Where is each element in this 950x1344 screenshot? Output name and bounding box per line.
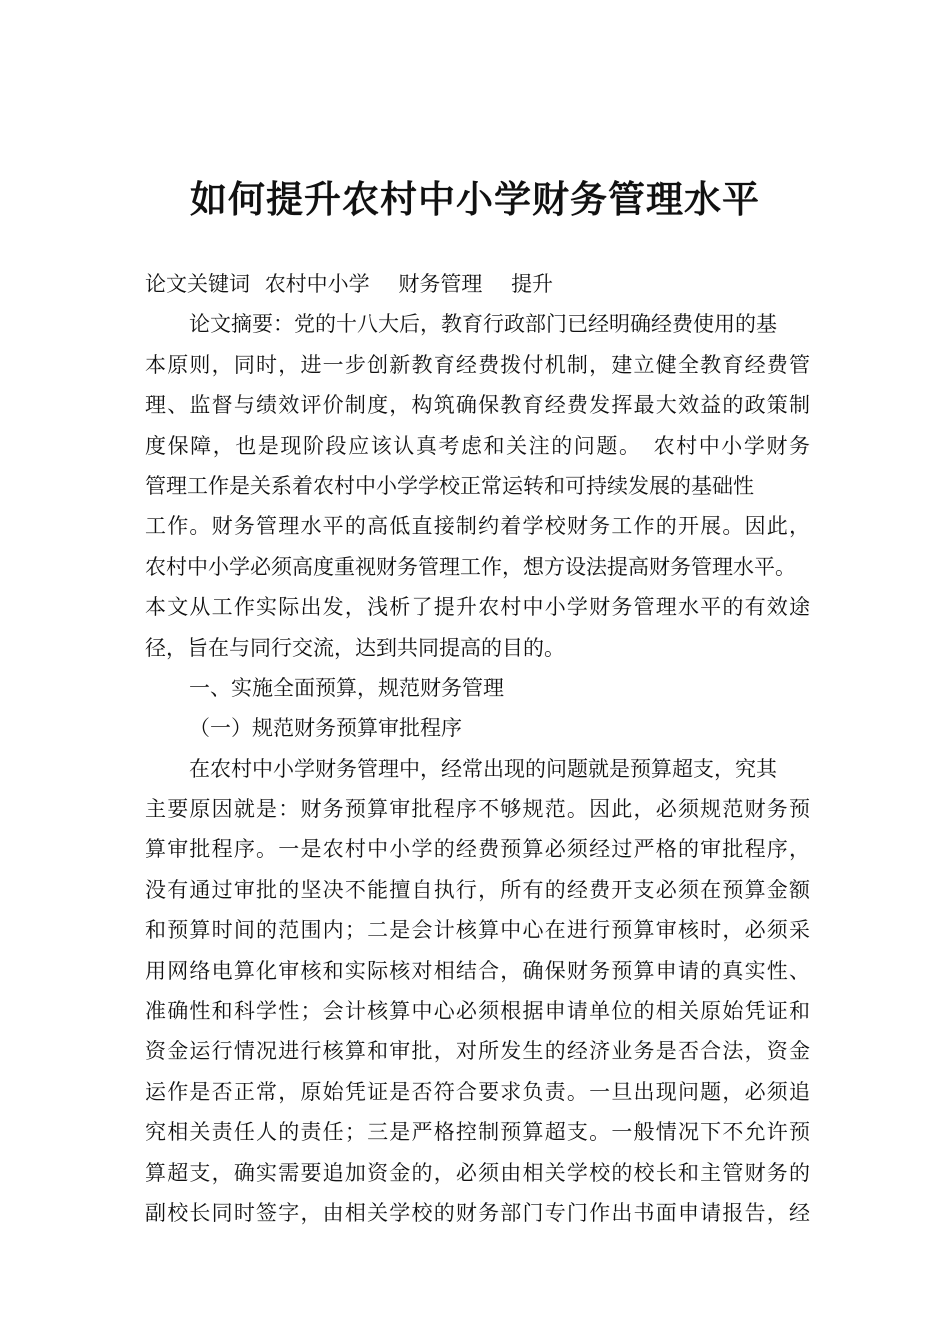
document-title: 如何提升农村中小学财务管理水平 [190, 178, 760, 221]
text-line: 运作是否正常，原始凭证是否符合要求负责。一旦出现问题，必须追 [145, 1079, 810, 1104]
text-line: 在农村中小学财务管理中，经常出现的问题就是预算超支，究其 [189, 756, 777, 781]
text-line: 算超支，确实需要追加资金的，必须由相关学校的校长和主管财务的 [145, 1160, 810, 1185]
text-line: 工作。财务管理水平的高低直接制约着学校财务工作的开展。因此， [145, 514, 810, 539]
keywords-line [145, 264, 810, 304]
text-line: 资金运行情况进行核算和审批，对所发生的经济业务是否合法，资金 [145, 1039, 810, 1064]
document-body [145, 264, 810, 1233]
keywords-label: 论文关键词 [145, 272, 250, 296]
subsection-heading: （一）规范财务预算审批程序 [189, 716, 462, 741]
text-line: 径，旨在与同行交流，达到共同提高的目的。 [145, 635, 565, 660]
text-line: 究相关责任人的责任；三是严格控制预算超支。一般情况下不允许预 [145, 1120, 810, 1145]
text-line: 管理工作是关系着农村中小学学校正常运转和可持续发展的基础性 [145, 473, 754, 498]
text-line: 度保障，也是现阶段应该认真考虑和关注的问题。 农村中小学财务 [145, 433, 810, 458]
text-line: 农村中小学必须高度重视财务管理工作，想方设法提高财务管理水平。 [145, 554, 796, 579]
text-line: 算审批程序。一是农村中小学的经费预算必须经过严格的审批程序， [145, 837, 810, 862]
text-line: 理、监督与绩效评价制度，构筑确保教育经费发挥最大效益的政策制 [145, 393, 810, 418]
text-line: 用网络电算化审核和实际核对相结合，确保财务预算申请的真实性、 [145, 958, 810, 983]
text-line: 论文摘要：党的十八大后，教育行政部门已经明确经费使用的基 [189, 312, 777, 337]
keyword-item: 农村中小学 [264, 272, 370, 296]
section-heading: 一、实施全面预算，规范财务管理 [189, 675, 504, 700]
text-line: 本文从工作实际出发，浅析了提升农村中小学财务管理水平的有效途 [145, 595, 810, 620]
text-line: 没有通过审批的坚决不能擅自执行，所有的经费开支必须在预算金额 [145, 877, 810, 902]
text-line: 准确性和科学性；会计核算中心必须根据申请单位的相关原始凭证和 [145, 999, 810, 1024]
text-line: 和预算时间的范围内；二是会计核算中心在进行预算审核时，必须采 [145, 918, 810, 943]
keyword-item: 提升 [511, 272, 554, 296]
text-line: 本原则，同时，进一步创新教育经费拨付机制，建立健全教育经费管 [145, 352, 810, 377]
text-line: 副校长同时签字，由相关学校的财务部门专门作出书面申请报告，经 [145, 1200, 810, 1225]
text-line: 主要原因就是：财务预算审批程序不够规范。因此，必须规范财务预 [145, 797, 810, 822]
keyword-item: 财务管理 [398, 272, 483, 296]
